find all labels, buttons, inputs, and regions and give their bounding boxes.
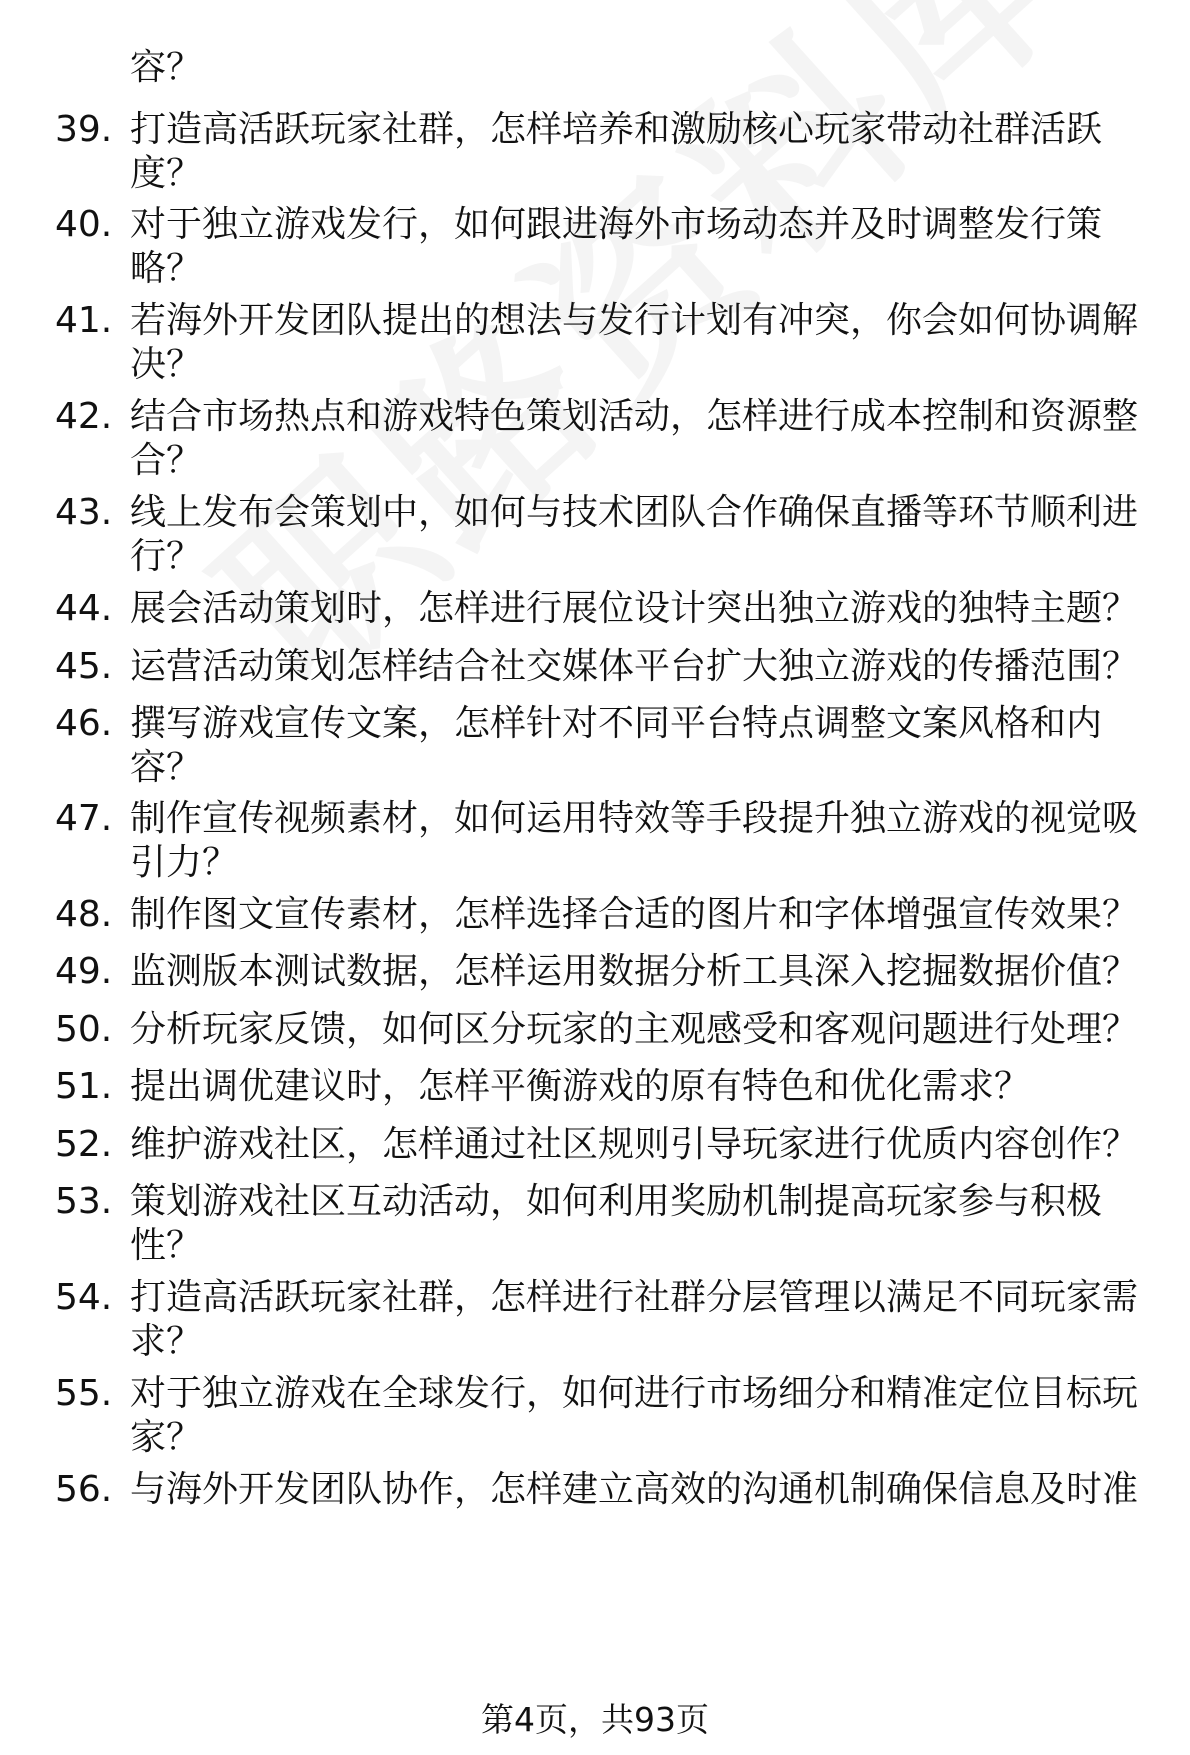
question-number: 50. — [55, 1009, 113, 1050]
question-text: 结合市场热点和游戏特色策划活动，怎样进行成本控制和资源整合？ — [130, 396, 1139, 481]
question-number: 54. — [55, 1277, 113, 1318]
question-text: 对于独立游戏在全球发行，如何进行市场细分和精准定位目标玩家？ — [130, 1373, 1139, 1458]
question-text: 打造高活跃玩家社群，怎样进行社群分层管理以满足不同玩家需求？ — [130, 1277, 1139, 1362]
question-text: 展会活动策划时，怎样进行展位设计突出独立游戏的独特主题？ — [130, 588, 1139, 629]
question-number: 52. — [55, 1124, 113, 1165]
question-text: 撰写游戏宣传文案，怎样针对不同平台特点调整文案风格和内容？ — [130, 703, 1103, 788]
question-number: 56. — [55, 1469, 113, 1510]
question-text: 对于独立游戏发行，如何跟进海外市场动态并及时调整发行策略？ — [130, 204, 1103, 289]
continuation-text: 容？ — [130, 47, 203, 88]
question-number: 53. — [55, 1181, 113, 1222]
question-number: 55. — [55, 1373, 113, 1414]
question-text: 制作图文宣传素材，怎样选择合适的图片和字体增强宣传效果？ — [130, 894, 1139, 935]
question-text: 运营活动策划怎样结合社交媒体平台扩大独立游戏的传播范围？ — [130, 646, 1139, 687]
question-text: 提出调优建议时，怎样平衡游戏的原有特色和优化需求？ — [130, 1066, 1031, 1107]
question-number: 41. — [55, 300, 113, 341]
question-number: 39. — [55, 109, 113, 150]
question-number: 44. — [55, 588, 113, 629]
question-number: 48. — [55, 894, 113, 935]
question-text: 监测版本测试数据，怎样运用数据分析工具深入挖掘数据价值？ — [130, 951, 1139, 992]
question-text: 若海外开发团队提出的想法与发行计划有冲突，你会如何协调解决？ — [130, 300, 1139, 385]
question-text: 与海外开发团队协作，怎样建立高效的沟通机制确保信息及时准 — [130, 1469, 1139, 1510]
page-number-footer: 第4页，共93页 — [481, 1700, 709, 1739]
question-text: 策划游戏社区互动活动，如何利用奖励机制提高玩家参与积极性？ — [130, 1181, 1103, 1266]
question-number: 43. — [55, 492, 113, 533]
question-text: 分析玩家反馈，如何区分玩家的主观感受和客观问题进行处理？ — [130, 1009, 1139, 1050]
question-text: 制作宣传视频素材，如何运用特效等手段提升独立游戏的视觉吸引力？ — [130, 798, 1139, 883]
question-number: 46. — [55, 703, 113, 744]
question-number: 51. — [55, 1066, 113, 1107]
question-text: 线上发布会策划中，如何与技术团队合作确保直播等环节顺利进行？ — [130, 492, 1139, 577]
question-number: 40. — [55, 204, 113, 245]
question-text: 维护游戏社区，怎样通过社区规则引导玩家进行优质内容创作？ — [130, 1124, 1139, 1165]
question-text: 打造高活跃玩家社群，怎样培养和激励核心玩家带动社群活跃度？ — [130, 109, 1103, 194]
question-number: 47. — [55, 798, 113, 839]
question-number: 45. — [55, 646, 113, 687]
question-number: 49. — [55, 951, 113, 992]
question-number: 42. — [55, 396, 113, 437]
